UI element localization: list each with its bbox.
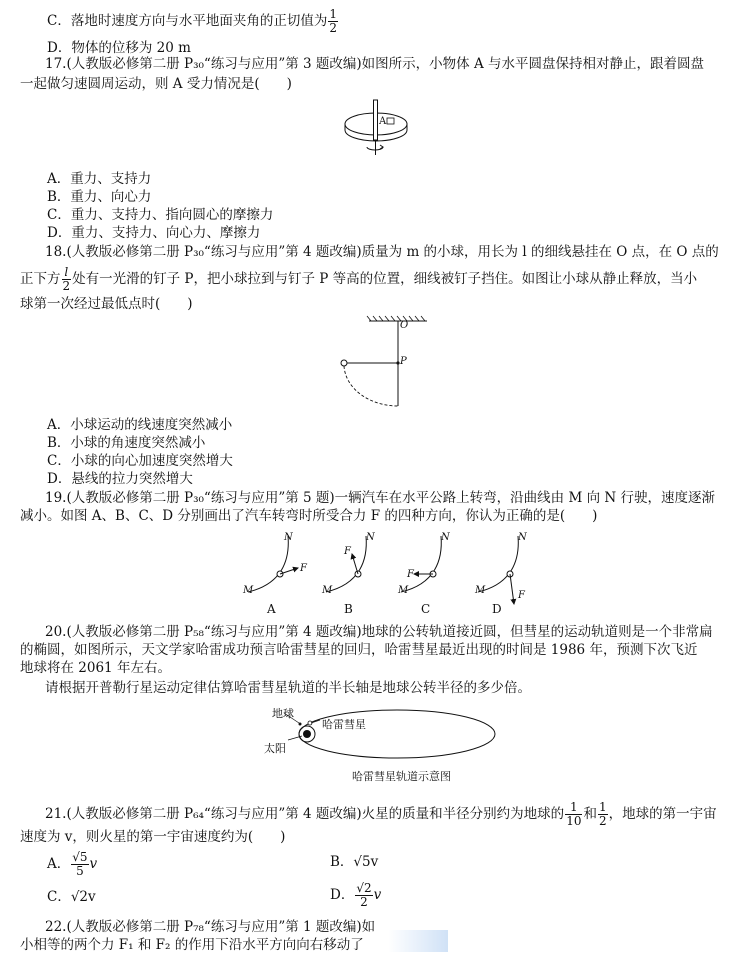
q19-fig-b-f: F: [344, 546, 351, 557]
q19-caption-d: D: [492, 602, 502, 616]
q18-stem-line3: 球第一次经过最低点时( ): [20, 296, 193, 312]
q19-fig-a-m: M: [243, 585, 254, 596]
q18-option-c: C．小球的向心加速度突然增大: [47, 453, 233, 469]
q19-fig-c-f: F: [407, 569, 414, 580]
q20-stem-line2: 的椭圆，如图所示，天文学家哈雷成功预言哈雷彗星的回归，哈雷彗星最近出现的时间是 1986 年，预测下次飞近: [20, 642, 698, 658]
q21-stem-line2: 速度为 v，则火星的第一宇宙速度约为( ): [20, 829, 286, 845]
q19-caption-a: A: [267, 602, 276, 616]
q19-stem-line1: 19.(人教版必修第二册 P₃₀“练习与应用”第 5 题)一辆汽车在水平公路上转弯，沿曲线由 M 向 N 行驶，速度逐渐: [45, 490, 715, 506]
q18-stem-line1: 18.(人教版必修第二册 P₃₀“练习与应用”第 4 题改编)质量为 m 的小球，用长为 l 的细线悬挂在 O 点，在 O 点的: [45, 244, 719, 260]
q20-fig-label-sun: 太阳: [264, 742, 286, 755]
q21-option-a: A． $\frac{√5}{5}$ v: [47, 850, 98, 878]
q22-stem-line1: 22.(人教版必修第二册 P₇₈“练习与应用”第 1 题改编)如: [45, 919, 376, 935]
fraction: $\frac{√2}{2}$: [356, 881, 372, 909]
q19-fig-d-n: N: [518, 532, 527, 543]
q16-option-c: C．落地时速度方向与水平地面夹角的正切值为 $\frac{1}{2}$: [47, 7, 337, 35]
q21-option-b: B．√5v: [330, 854, 379, 870]
q20-fig-label-earth: 地球: [272, 707, 294, 720]
q18-stem-line2: 正下方 $\frac{l}{2}$ 处有一光滑的钉子 P，把小球拉到与钉子 P 等高的位置，细线被钉子挡住。如图让小球从静止释放，当小: [20, 265, 698, 293]
q18-option-d: D．悬线的拉力突然增大: [47, 471, 193, 487]
q19-caption-b: B: [344, 602, 353, 616]
q17-option-d: D．重力、支持力、向心力、摩擦力: [47, 225, 261, 241]
q17-option-a: A．重力、支持力: [47, 171, 152, 187]
q19-force-figures: [238, 530, 528, 618]
q18-option-a: A．小球运动的线速度突然减小: [47, 417, 233, 433]
q19-fig-a-n: N: [284, 532, 293, 543]
q20-orbit-figure: [262, 700, 502, 770]
q20-stem-line1: 20.(人教版必修第二册 P₅₈“练习与应用”第 4 题改编)地球的公转轨道接近圆，但彗星的运动轨道则是一个非常扁: [45, 624, 713, 640]
q17-stem-line2: 一起做匀速圆周运动，则 A 受力情况是( ): [20, 76, 292, 92]
q17-fig-label-a: A: [379, 116, 387, 127]
fraction: $\frac{√5}{5}$: [72, 850, 88, 878]
q19-fig-b-m: M: [322, 585, 333, 596]
q19-fig-b-n: N: [366, 532, 375, 543]
q19-fig-a-f: F: [300, 563, 307, 574]
q20-stem-line3: 地球将在 2061 年左右。: [20, 660, 171, 676]
page-corner-overlay: [388, 930, 448, 952]
q18-fig-label-o: O: [400, 320, 409, 331]
q22-stem-line2: 小相等的两个力 F₁ 和 F₂ 的作用下沿水平方向向右移动了: [20, 937, 364, 953]
q18-option-b: B．小球的角速度突然减小: [47, 435, 206, 451]
q17-turntable-figure: [336, 97, 416, 159]
q19-fig-d-f: F: [518, 590, 525, 601]
q17-option-b: B．重力、向心力: [47, 189, 152, 205]
q19-fig-c-n: N: [441, 532, 450, 543]
fraction: $\frac{1}{2}$: [598, 800, 607, 828]
q20-fig-label-comet: 哈雷彗星: [322, 718, 366, 731]
q20-fig-caption: 哈雷彗星轨道示意图: [352, 770, 451, 783]
q16-option-d: D．物体的位移为 20 m: [47, 40, 191, 56]
q19-fig-d-m: M: [475, 585, 486, 596]
q18-fig-label-p: P: [400, 356, 407, 367]
q20-stem-line4: 请根据开普勒行星运动定律估算哈雷彗星轨道的半长轴是地球公转半径的多少倍。: [45, 680, 531, 696]
q17-stem-line1: 17.(人教版必修第二册 P₃₀“练习与应用”第 3 题改编)如图所示，小物体 A 与水平圆盘保持相对静止，跟着圆盘: [45, 56, 705, 72]
q19-stem-line2: 减小。如图 A、B、C、D 分别画出了汽车转弯时所受合力 F 的四种方向，你认为正确的是( ): [20, 508, 598, 524]
fraction: $\frac{l}{2}$: [62, 265, 71, 293]
fraction: $\frac{1}{2}$: [329, 7, 337, 35]
q17-option-c: C．重力、支持力、指向圆心的摩擦力: [47, 207, 274, 223]
q21-stem-line1: 21.(人教版必修第二册 P₆₄“练习与应用”第 4 题改编)火星的质量和半径分别约为地球的 $\frac{1}{10}$ 和 $\frac{1}{2}$ ，地球的第一宇宙: [45, 800, 717, 828]
q21-option-d: D． $\frac{√2}{2}$ v: [330, 881, 382, 909]
q18-pendulum-figure: [335, 312, 435, 412]
q21-option-c: C．√2v: [47, 889, 96, 905]
fraction: $\frac{1}{10}$: [566, 800, 582, 828]
q19-fig-c-m: M: [398, 585, 409, 596]
q19-caption-c: C: [421, 602, 431, 616]
